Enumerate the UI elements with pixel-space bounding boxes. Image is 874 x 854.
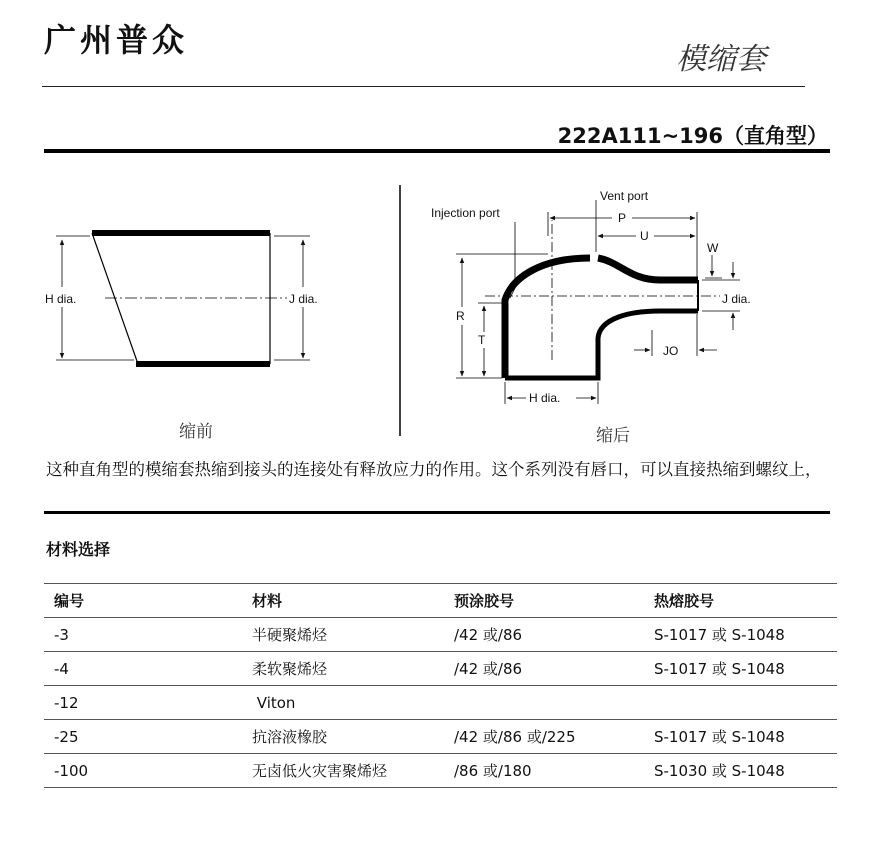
- table-header-row: [44, 584, 837, 618]
- company-name: 广州普众: [44, 21, 189, 59]
- after-shrink-caption: 缩后: [596, 426, 630, 446]
- cell-number: -4: [44, 652, 242, 686]
- cell-hotmelt: S-1017 或 S-1048: [644, 652, 837, 686]
- cell-material: 无卤低火灾害聚烯烃: [242, 754, 444, 788]
- p-dim-label: P: [618, 211, 627, 225]
- table-row: [44, 686, 837, 720]
- r-dim-label: R: [456, 309, 465, 323]
- cell-material: Viton: [242, 686, 444, 720]
- table-row: [44, 754, 837, 788]
- cell-number: -3: [44, 618, 242, 652]
- cell-precoat: /42 或/86: [444, 652, 644, 686]
- part-number-title: 222A111~196（直角型）: [557, 124, 828, 148]
- jo-dim-label: JO: [663, 344, 679, 358]
- description-divider: [44, 511, 830, 514]
- column-header-material: 材料: [242, 584, 444, 618]
- after-j-dia-label: J dia.: [722, 292, 751, 306]
- cell-material: 抗溶液橡胶: [242, 720, 444, 754]
- vent-port-label: Vent port: [600, 189, 649, 203]
- cell-number: -100: [44, 754, 242, 788]
- injection-port-label: Injection port: [431, 206, 500, 220]
- t-dim-label: T: [478, 333, 486, 347]
- cell-hotmelt: S-1030 或 S-1048: [644, 754, 837, 788]
- materials-table: [44, 583, 837, 788]
- before-shrink-drawing: [45, 233, 318, 364]
- cell-precoat: /86 或/180: [444, 754, 644, 788]
- cell-precoat: [444, 686, 644, 720]
- cell-hotmelt: [644, 686, 837, 720]
- before-h-dia-label: H dia.: [45, 292, 77, 306]
- cell-material: 半硬聚烯烃: [242, 618, 444, 652]
- after-h-dia-label: H dia.: [529, 391, 561, 405]
- before-shrink-caption: 缩前: [179, 422, 213, 442]
- cell-precoat: /42 或/86: [444, 618, 644, 652]
- cell-number: -12: [44, 686, 242, 720]
- table-row: [44, 618, 837, 652]
- column-header-number: 编号: [44, 584, 242, 618]
- after-shrink-drawing: [431, 189, 751, 405]
- column-header-precoat: 预涂胶号: [444, 584, 644, 618]
- document-type: 模缩套: [676, 42, 766, 77]
- u-dim-label: U: [640, 229, 649, 243]
- before-j-dia-label: J dia.: [289, 292, 318, 306]
- material-heading: 材料选择: [46, 540, 111, 559]
- product-description: 这种直角型的模缩套热缩到接头的连接处有释放应力的作用。这个系列没有唇口，可以直接热缩到螺纹上，: [46, 460, 822, 479]
- table-row: [44, 652, 837, 686]
- w-dim-label: W: [707, 241, 719, 255]
- column-header-hotmelt: 热熔胶号: [644, 584, 837, 618]
- cell-material: 柔软聚烯烃: [242, 652, 444, 686]
- cell-hotmelt: S-1017 或 S-1048: [644, 720, 837, 754]
- cell-precoat: /42 或/86 或/225: [444, 720, 644, 754]
- cell-number: -25: [44, 720, 242, 754]
- table-row: [44, 720, 837, 754]
- cell-hotmelt: S-1017 或 S-1048: [644, 618, 837, 652]
